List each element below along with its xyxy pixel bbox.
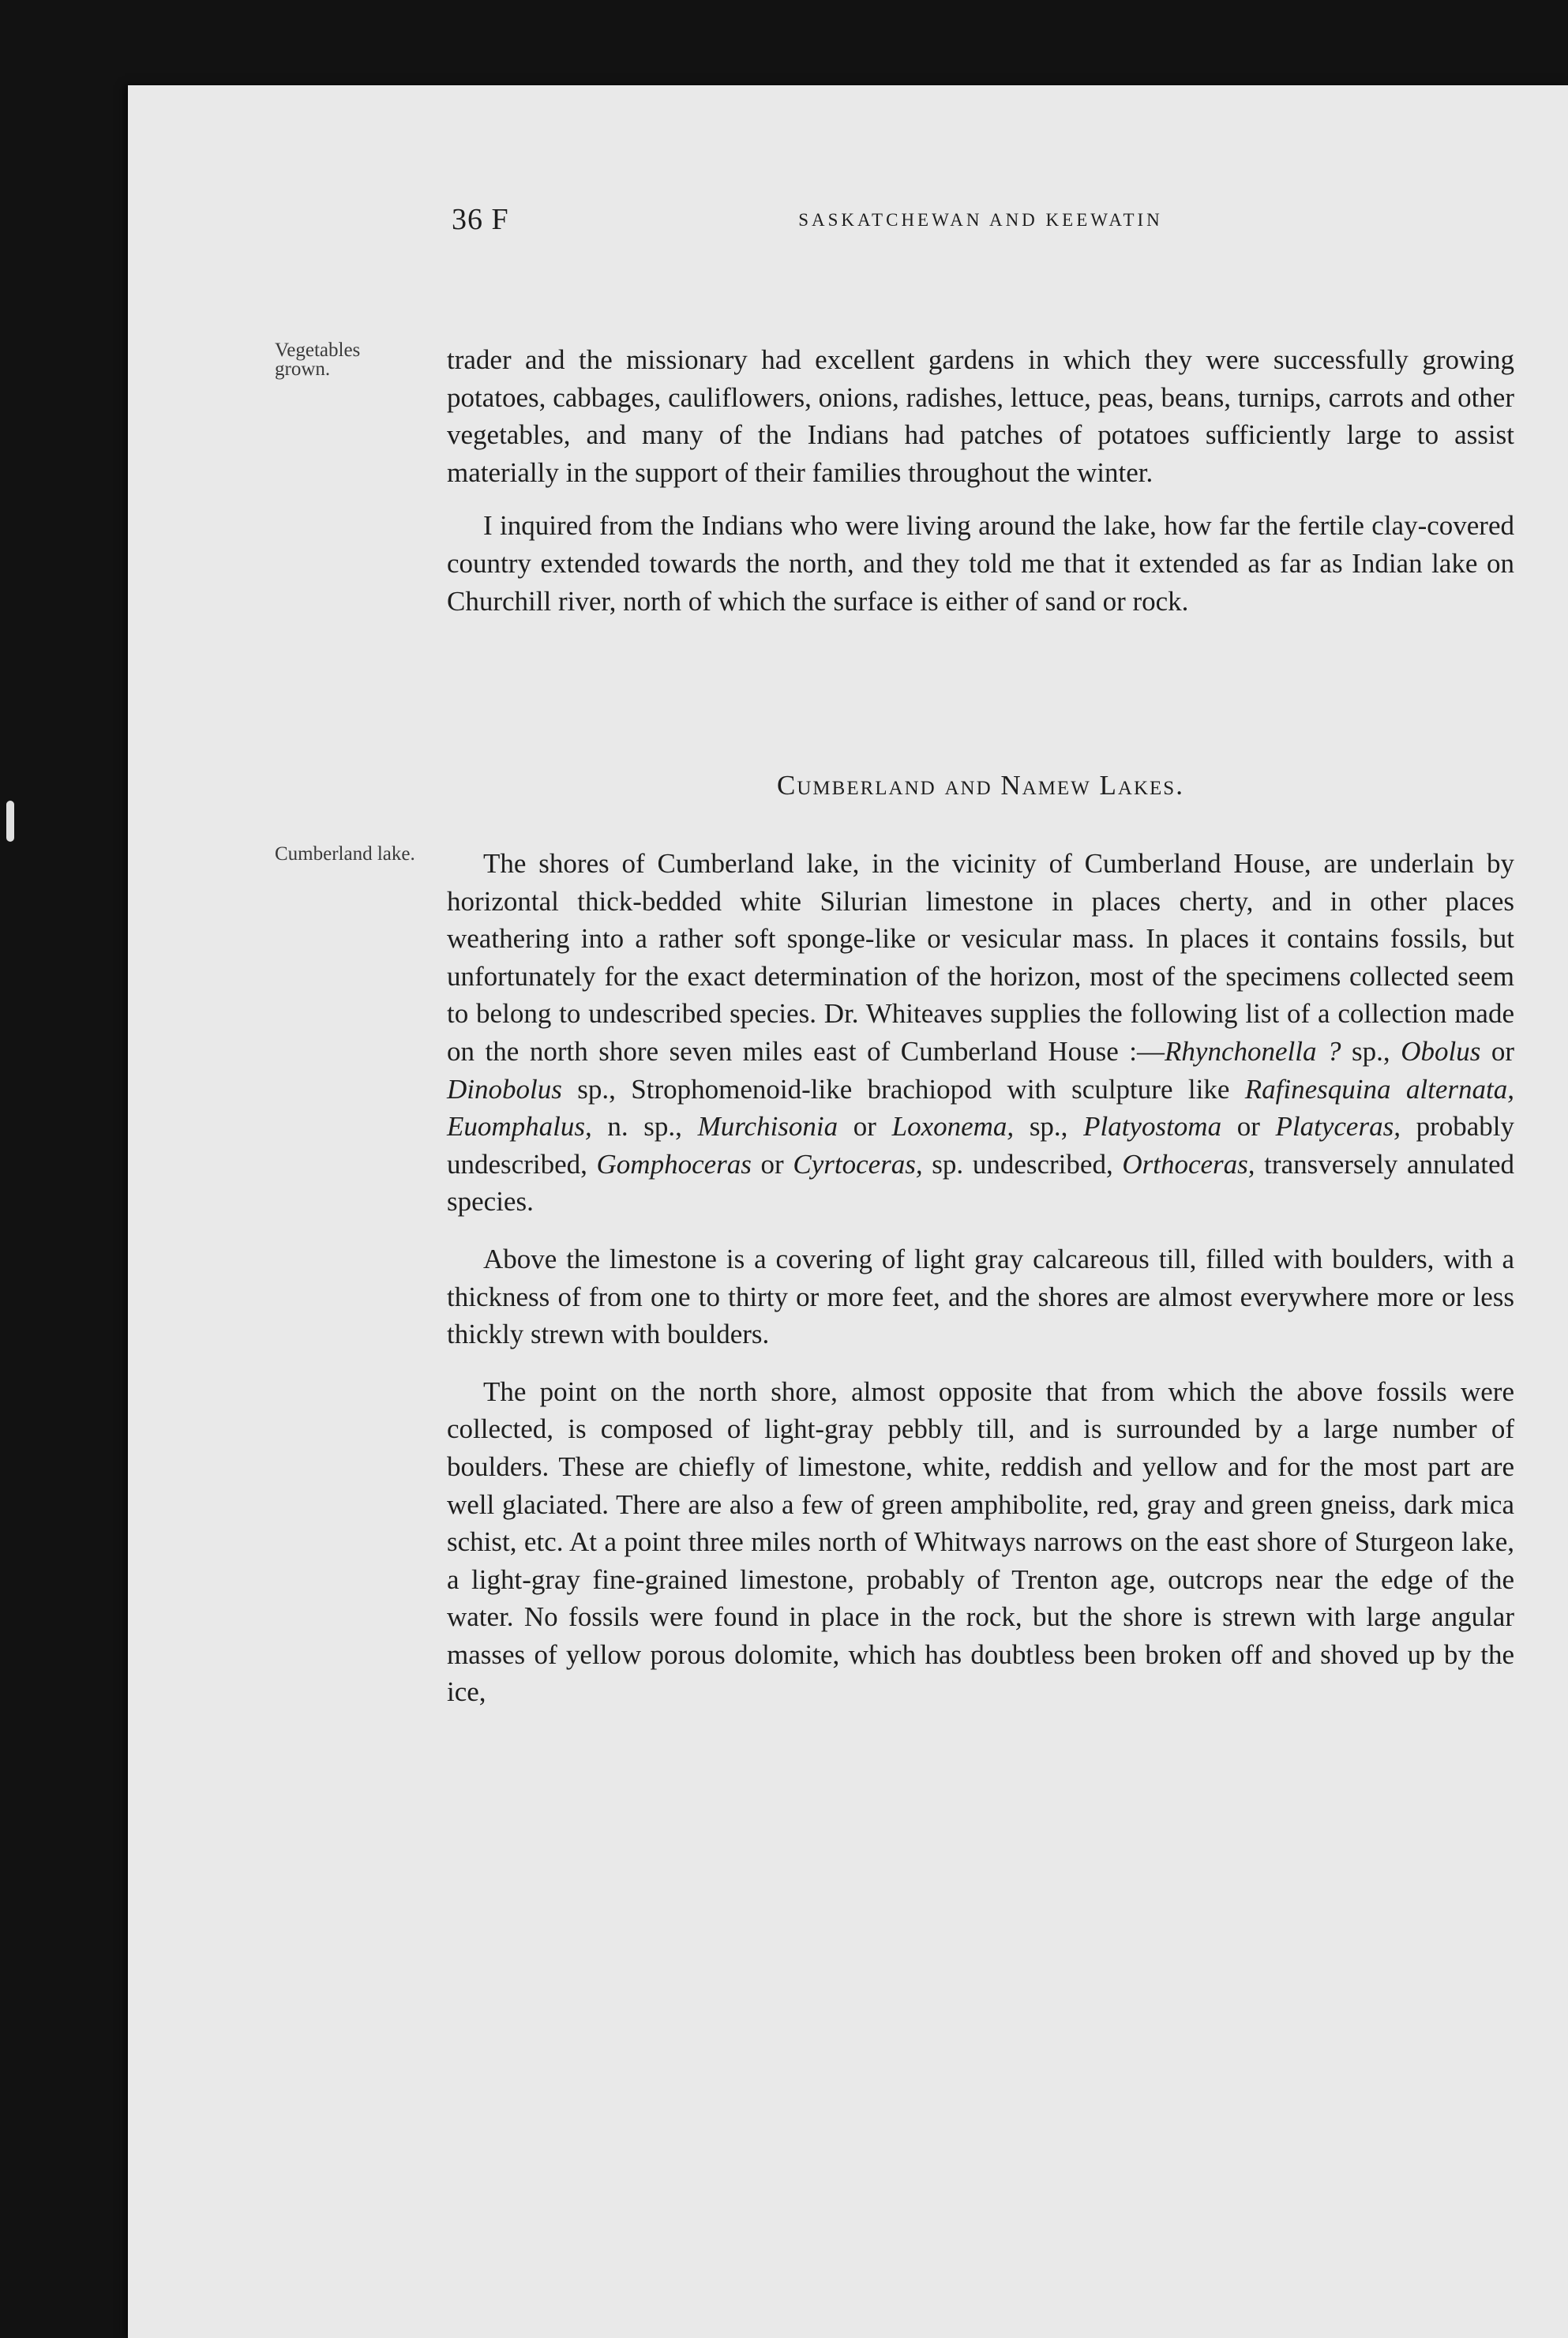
paragraph: trader and the missionary had excellent gardens in which they were successfully growing potatoes, cabbages, cauliflowers, onions, radishes, lettuce, peas, beans, turnips, carrots and other vegetables, and many of the Indians had patches of potatoes sufficiently large to assist materially in the support of their families throughout the winter. (447, 344, 1514, 488)
margin-note-cumberland: Cumberland lake. (275, 843, 415, 865)
page-number: 36 F (452, 203, 509, 236)
body-column-bottom (447, 845, 1514, 1711)
paragraph: I inquired from the Indians who were living around the lake, how far the fertile clay-covered country extended towards the north, and they told me that it extended as far as Indian lake on Churchill river, north of which the surface is either of sand or rock. (447, 510, 1514, 617)
body-column-top (447, 341, 1514, 620)
paragraph: Above the limestone is a covering of light gray calcareous till, filled with boulders, with a thickness of from one to thirty or more feet, and the shores are almost everywhere more or less thickly strewn with boulders. (447, 1243, 1514, 1350)
running-title: SASKATCHEWAN AND KEEWATIN (798, 210, 1163, 230)
paragraph: The point on the north shore, almost opposite that from which the above fossils were collected, is composed of light-gray pebbly till, and is surrounded by a large number of boulders. These are chiefly of limestone, white, reddish and yellow and for the most part are well glaciated. There are also a few of green amphibolite, red, gray and green gneiss, dark mica schist, etc. At a point three miles north of Whitways narrows on the east shore of Sturgeon lake, a light-gray fine-grained limestone, probably of Trenton age, outcrops near the edge of the water. No fossils were found in place in the rock, but the shore is strewn with large angular masses of yellow porous dolomite, which has doubtless been broken off and shoved up by the ice, (447, 1375, 1514, 1708)
section-heading: Cumberland and Namew Lakes. (777, 770, 1184, 801)
scan-artifact (6, 801, 14, 842)
margin-note-vegetables: Vegetables grown. (275, 340, 361, 380)
page-header (452, 202, 1510, 234)
paragraph-fossils: The shores of Cumberland lake, in the vicinity of Cumberland House, are underlain by horizontal thick-bedded white Silurian limestone in places cherty, and in other places weathering into a rather soft sponge-like or vesicular mass. In places it contains fossils, but unfortunately for the exact determination of the horizon, most of the specimens collected seem to belong to undescribed species. Dr. Whiteaves supplies the following list of a collection made on the north shore seven miles east of Cumberland House :—Rhynchonella ? sp., Obolus or Dinobolus sp., Strophomenoid-like brachiopod with sculpture like Rafinesquina alternata, Euomphalus, n. sp., Murchisonia or Loxonema, sp., Platyostoma or Platyceras, probably undescribed, Gomphoceras or Cyrtoceras, sp. undescribed, Orthoceras, transversely annulated species. (447, 848, 1515, 1218)
